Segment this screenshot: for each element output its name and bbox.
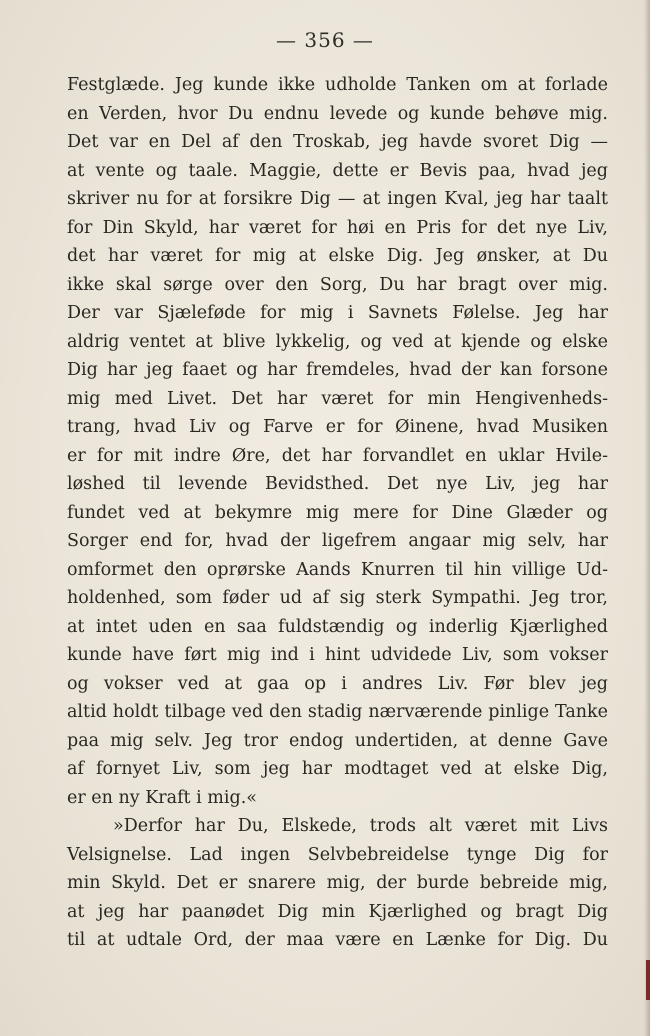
text-line: min Skyld. Det er snarere mig, der burde bebreide mig, — [67, 873, 608, 893]
text-line: fundet ved at bekymre mig mere for Dine Glæder og — [67, 502, 608, 523]
text-line: for Din Skyld, har været for høi en Pris for det nye Liv, — [67, 217, 608, 238]
body-text — [67, 71, 608, 955]
text-line: det har været for mig at elske Dig. Jeg ønsker, at Du — [67, 246, 608, 266]
paragraph-start-line: »Derfor har Du, Elskede, trods alt været mit Livs — [113, 816, 608, 836]
text-line: Det var en Del af den Troskab, jeg havde svoret Dig — — [67, 132, 608, 152]
text-line: Festglæde. Jeg kunde ikke udholde Tanken om at forlade — [67, 75, 608, 95]
text-line: løshed til levende Bevidsthed. Det nye Liv, jeg har — [67, 474, 608, 494]
text-line: Velsignelse. Lad ingen Selvbebreidelse tynge Dig for — [67, 844, 608, 865]
paragraph-end-line: er en ny Kraft i mig.« — [67, 787, 257, 808]
text-line: trang, hvad Liv og Farve er for Øinene, hvad Musiken — [67, 417, 608, 437]
text-line: en Verden, hvor Du endnu levede og kunde behøve mig. — [67, 103, 608, 124]
page-number: — 356 — — [276, 28, 374, 52]
text-line: at jeg har paanødet Dig min Kjærlighed og bragt Dig — [67, 901, 608, 922]
text-line: holdenhed, som føder ud af sig sterk Sympathi. Jeg tror, — [67, 588, 608, 608]
text-line: Dig har jeg faaet og har fremdeles, hvad der kan forsone — [67, 360, 608, 380]
text-line: og vokser ved at gaa op i andres Liv. Før blev jeg — [67, 673, 608, 694]
text-line: kunde have ført mig ind i hint udvidede Liv, som vokser — [67, 645, 608, 665]
text-line: omformet den oprørske Aands Knurren til hin villige Ud- — [67, 559, 608, 580]
text-line: at vente og taale. Maggie, dette er Bevis paa, hvad jeg — [67, 160, 608, 181]
text-line: altid holdt tilbage ved den stadig nærværende pinlige Tanke — [67, 702, 608, 722]
text-line: til at udtale Ord, der maa være en Lænke for Dig. Du — [67, 930, 608, 950]
text-line: aldrig ventet at blive lykkelig, og ved at kjende og elske — [67, 331, 608, 352]
text-line: er for mit indre Øre, det har forvandlet en uklar Hvile- — [67, 445, 608, 466]
text-line: Sorger end for, hvad der ligefrem angaar mig selv, har — [67, 531, 608, 551]
text-line: at intet uden en saa fuldstændig og inderlig Kjærlighed — [67, 616, 608, 637]
text-line: Der var Sjæleføde for mig i Savnets Følelse. Jeg har — [67, 303, 608, 323]
binding-mark — [646, 960, 650, 1000]
text-line: mig med Livet. Det har været for min Hengivenheds- — [67, 388, 608, 409]
text-line: af fornyet Liv, som jeg har modtaget ved at elske Dig, — [67, 759, 608, 779]
text-line: ikke skal sørge over den Sorg, Du har bragt over mig. — [67, 274, 608, 295]
page-edge-shadow — [644, 0, 650, 1036]
text-line: paa mig selv. Jeg tror endog undertiden, at denne Gave — [67, 730, 608, 751]
text-line: skriver nu for at forsikre Dig — at ingen Kval, jeg har taalt — [67, 189, 608, 209]
